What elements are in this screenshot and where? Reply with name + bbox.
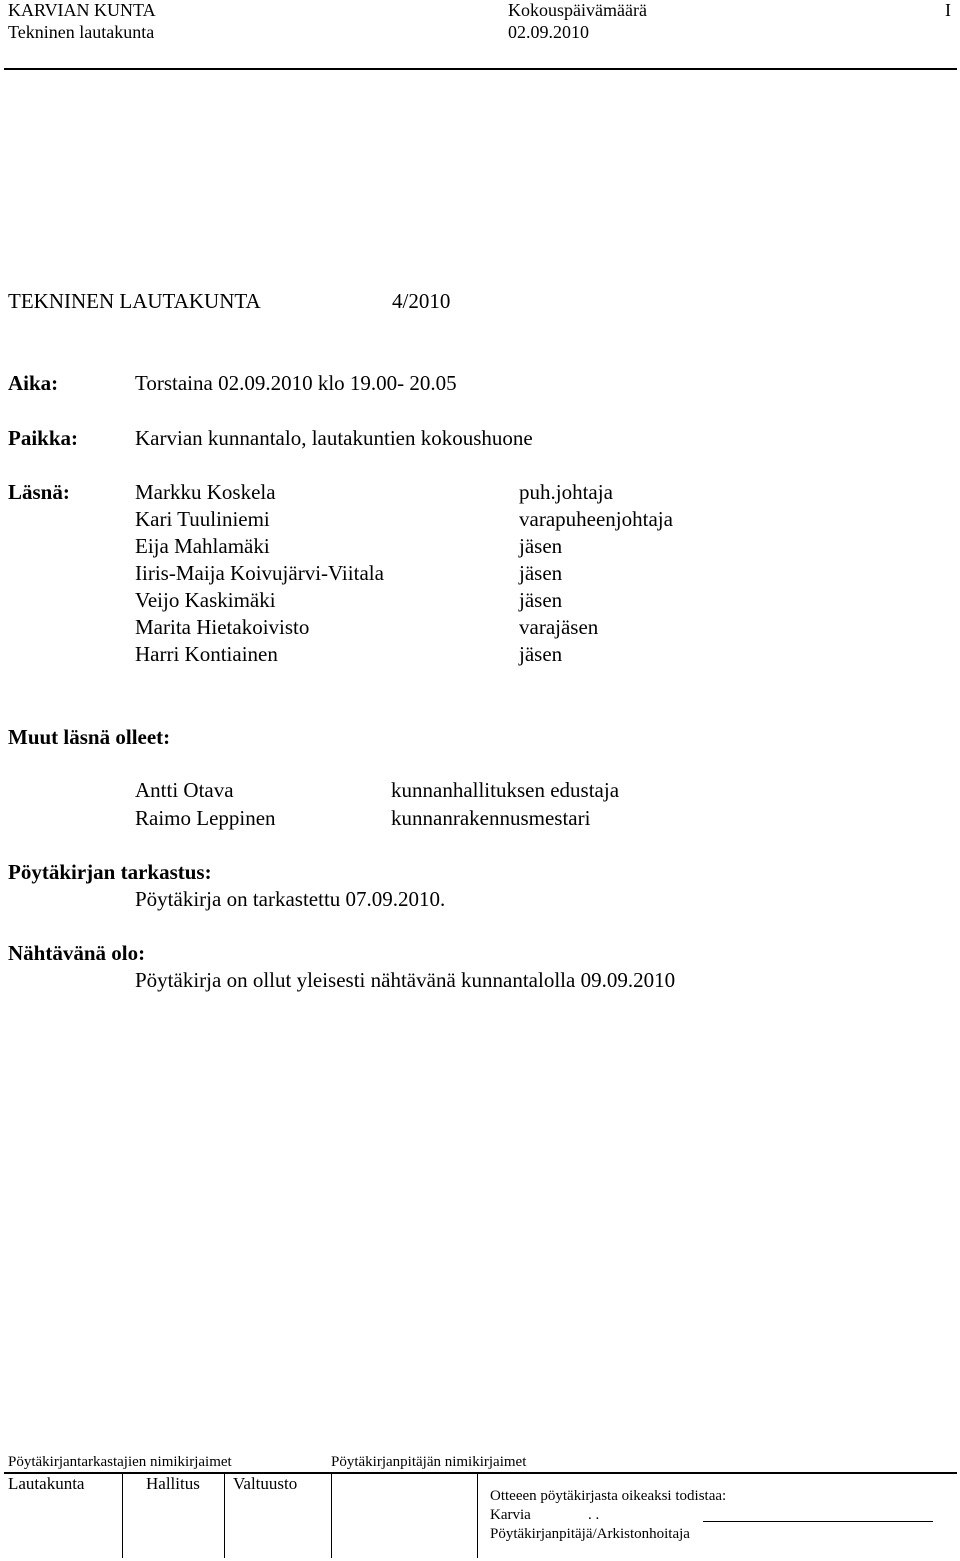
footer-col-divider xyxy=(331,1472,332,1558)
other-name: Antti Otava xyxy=(135,778,234,802)
meeting-number: 4/2010 xyxy=(392,289,451,313)
time-label: Aika: xyxy=(8,371,59,395)
member-name: Kari Tuuliniemi xyxy=(135,507,270,531)
certification-date-dots: . . xyxy=(588,1507,600,1523)
footer-col-divider xyxy=(122,1472,123,1558)
place-label: Paikka: xyxy=(8,426,79,450)
member-role: jäsen xyxy=(519,561,563,585)
others-label: Muut läsnä olleet: xyxy=(8,725,171,749)
member-role: varajäsen xyxy=(519,615,599,639)
member-role: varapuheenjohtaja xyxy=(519,507,673,531)
present-label: Läsnä: xyxy=(8,480,70,504)
certification-title: Otteeen pöytäkirjasta oikeaksi todistaa: xyxy=(490,1488,727,1504)
header-divider xyxy=(4,68,957,70)
place-value: Karvian kunnantalo, lautakuntien kokoushuone xyxy=(135,426,533,450)
signature-line xyxy=(703,1521,933,1522)
meeting-date-value: 02.09.2010 xyxy=(508,22,589,42)
display-label: Nähtävänä olo: xyxy=(8,941,146,965)
footer-col-valtuusto: Valtuusto xyxy=(233,1474,298,1493)
footer-col-lautakunta: Lautakunta xyxy=(8,1474,85,1493)
committee-title: TEKNINEN LAUTAKUNTA xyxy=(8,289,261,313)
member-name: Markku Koskela xyxy=(135,480,276,504)
certification-place: Karvia xyxy=(490,1507,531,1523)
other-role: kunnanhallituksen edustaja xyxy=(391,778,620,802)
member-name: Veijo Kaskimäki xyxy=(135,588,276,612)
member-name: Eija Mahlamäki xyxy=(135,534,270,558)
review-text: Pöytäkirja on tarkastettu 07.09.2010. xyxy=(135,887,446,911)
member-name: Marita Hietakoivisto xyxy=(135,615,310,639)
meeting-date-label: Kokouspäivämäärä xyxy=(508,0,647,20)
member-name: Harri Kontiainen xyxy=(135,642,278,666)
time-value: Torstaina 02.09.2010 klo 19.00- 20.05 xyxy=(135,371,457,395)
member-role: jäsen xyxy=(519,534,563,558)
footer-col-divider xyxy=(224,1472,225,1558)
member-name: Iiris-Maija Koivujärvi-Viitala xyxy=(135,561,384,585)
certification-signer: Pöytäkirjanpitäjä/Arkistonhoitaja xyxy=(490,1526,690,1542)
member-role: jäsen xyxy=(519,588,563,612)
footer-col-hallitus: Hallitus xyxy=(146,1474,200,1493)
footer-col-divider xyxy=(477,1472,478,1558)
reviewers-initials-label: Pöytäkirjantarkastajien nimikirjaimet xyxy=(8,1454,232,1470)
member-role: jäsen xyxy=(519,642,563,666)
department-name: Tekninen lautakunta xyxy=(8,22,155,42)
display-text: Pöytäkirja on ollut yleisesti nähtävänä kunnantalolla 09.09.2010 xyxy=(135,968,676,992)
keeper-initials-label: Pöytäkirjanpitäjän nimikirjaimet xyxy=(331,1454,527,1470)
other-role: kunnanrakennusmestari xyxy=(391,806,591,830)
page-number: I xyxy=(945,0,951,20)
member-role: puh.johtaja xyxy=(519,480,613,504)
organization-name: KARVIAN KUNTA xyxy=(8,0,156,20)
review-label: Pöytäkirjan tarkastus: xyxy=(8,860,212,884)
other-name: Raimo Leppinen xyxy=(135,806,276,830)
